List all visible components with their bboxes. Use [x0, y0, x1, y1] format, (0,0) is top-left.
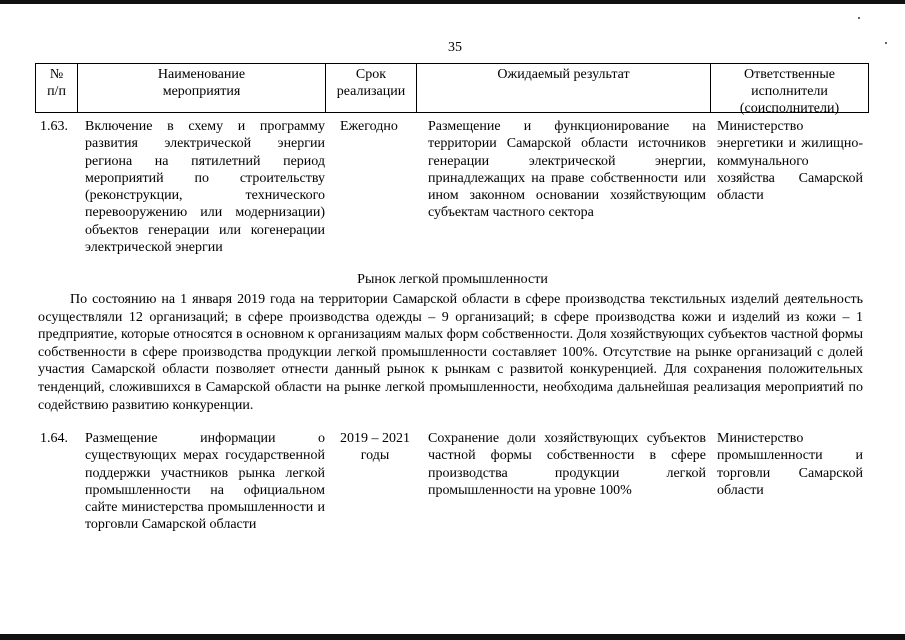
- row-activity: Включение в схему и программу развития электрической энергии региона на пятилетний период мероприятий по строительству (реконструкции, технического перевооружению или модернизации) объектов генерации или когенерации электрической энергии: [85, 119, 325, 256]
- scan-speck: [858, 17, 860, 19]
- header-term: Срок реализации: [325, 63, 417, 113]
- scan-speck: [885, 42, 887, 44]
- row-executors: Министерство энергетики и жилищно-коммунального хозяйства Самарской области: [717, 119, 863, 204]
- row-term: 2019 – 2021 годы: [340, 431, 410, 464]
- row-result: Размещение и функционирование на территории Самарской области источников генерации электрической энергии, принадлежащих на праве собственности или ином законном основании хозяйствующим субъектам частного сектора: [428, 119, 706, 221]
- page-number: 35: [448, 40, 462, 55]
- header-name: Наименование мероприятия: [77, 63, 326, 113]
- scan-bottom-edge: [0, 634, 905, 640]
- row-number: 1.63.: [40, 119, 68, 134]
- header-result: Ожидаемый результат: [416, 63, 711, 113]
- row-executors: Министерство промышленности и торговли Самарской области: [717, 431, 863, 498]
- row-number: 1.64.: [40, 431, 68, 446]
- row-activity: Размещение информации о существующих мерах государственной поддержки участников рынка легкой промышленности на официальном сайте министерства промышленности и торговли Самарской области: [85, 431, 325, 533]
- scan-top-edge: [0, 0, 905, 4]
- header-num: № п/п: [35, 63, 78, 113]
- row-term: Ежегодно: [340, 119, 398, 134]
- header-executors: Ответственные исполнители (соисполнители): [710, 63, 869, 113]
- section-title: Рынок легкой промышленности: [357, 272, 548, 287]
- section-paragraph: По состоянию на 1 января 2019 года на территории Самарской области в сфере производства текстильных изделий деятельность осуществляли 12 организаций; в сфере производства одежды – 9 организаций; в сфере производства кожи и изделий из кожи – 1 предприятие, которые относятся в основном к организациям малых форм собственности. Доля хозяйствующих субъектов частной формы собственности в сфере производства продукции легкой промышленности составляет 100%. Отсутствие на рынке организаций с долей участия Самарской области позволяет отнести данный рынок к рынкам с развитой конкуренцией. Для сохранения положительных тенденций, сложившихся в Самарской области на рынке легкой промышленности, необходима дальнейшая реализация мероприятий по содействию развитию конкуренции.: [38, 292, 863, 413]
- row-result: Сохранение доли хозяйствующих субъектов частной формы собственности в сфере производства продукции легкой промышленности на уровне 100%: [428, 431, 706, 498]
